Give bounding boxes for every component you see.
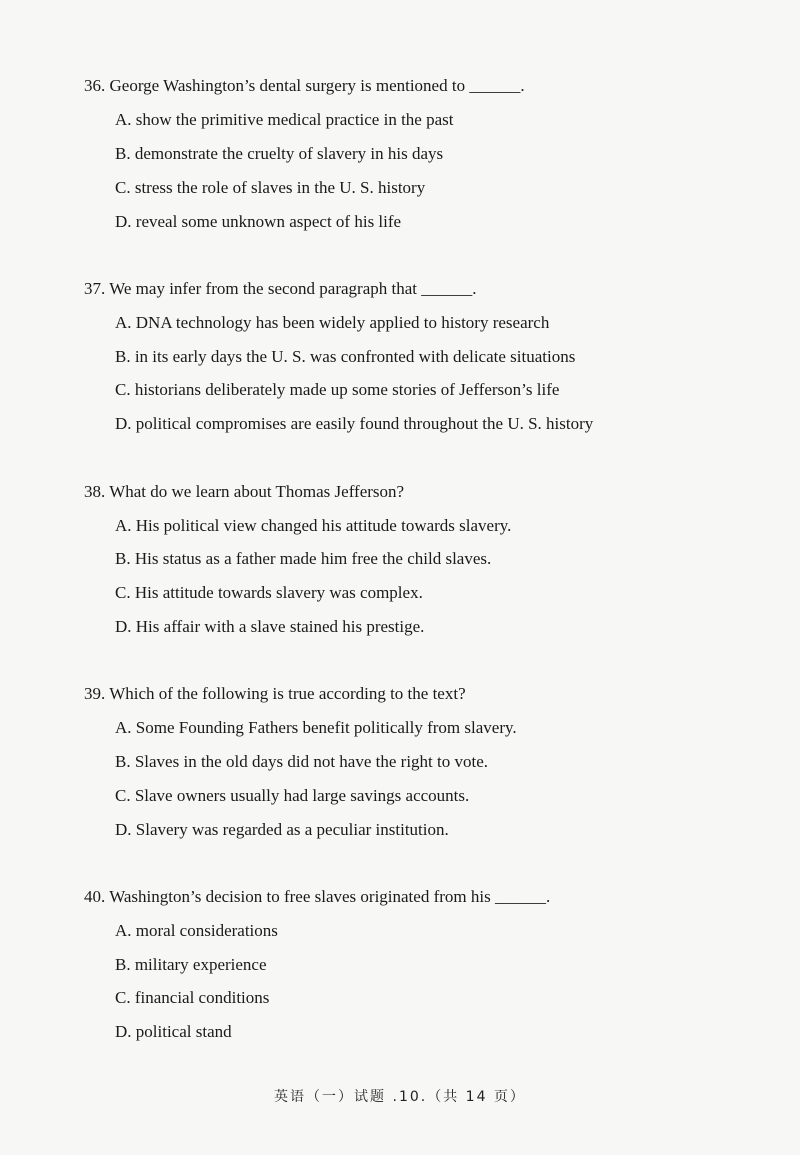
option-b: B. His status as a father made him free the child slaves. <box>115 549 492 568</box>
option-d: D. His affair with a slave stained his prestige. <box>115 617 425 636</box>
option-b: B. military experience <box>115 955 267 974</box>
option-d: D. political stand <box>115 1022 232 1041</box>
question-stem: 38. What do we learn about Thomas Jefferson? <box>84 482 405 501</box>
option-a: A. show the primitive medical practice in the past <box>115 110 454 129</box>
question-stem: 39. Which of the following is true according to the text? <box>84 684 466 703</box>
option-c: C. historians deliberately made up some stories of Jefferson’s life <box>115 380 560 399</box>
option-d: D. political compromises are easily found throughout the U. S. history <box>115 414 594 433</box>
option-d: D. Slavery was regarded as a peculiar institution. <box>115 820 449 839</box>
option-b: B. demonstrate the cruelty of slavery in his days <box>115 144 444 163</box>
option-c: C. stress the role of slaves in the U. S. history <box>115 178 426 197</box>
page-footer: 英语（一）试题 .10.（共 14 页） <box>274 1089 526 1105</box>
question-stem: 40. Washington’s decision to free slaves originated from his ______. <box>84 887 551 906</box>
option-a: A. DNA technology has been widely applied to history research <box>115 313 550 332</box>
option-a: A. His political view changed his attitude towards slavery. <box>115 516 512 535</box>
option-d: D. reveal some unknown aspect of his life <box>115 212 402 231</box>
question-stem: 36. George Washington’s dental surgery is mentioned to ______. <box>84 76 525 95</box>
option-b: B. Slaves in the old days did not have the right to vote. <box>115 752 489 771</box>
option-c: C. His attitude towards slavery was complex. <box>115 583 423 602</box>
option-b: B. in its early days the U. S. was confronted with delicate situations <box>115 347 576 366</box>
option-c: C. financial conditions <box>115 988 270 1007</box>
option-a: A. moral considerations <box>115 921 278 940</box>
option-c: C. Slave owners usually had large savings accounts. <box>115 786 470 805</box>
option-a: A. Some Founding Fathers benefit politically from slavery. <box>115 718 517 737</box>
question-stem: 37. We may infer from the second paragraph that ______. <box>84 279 477 298</box>
